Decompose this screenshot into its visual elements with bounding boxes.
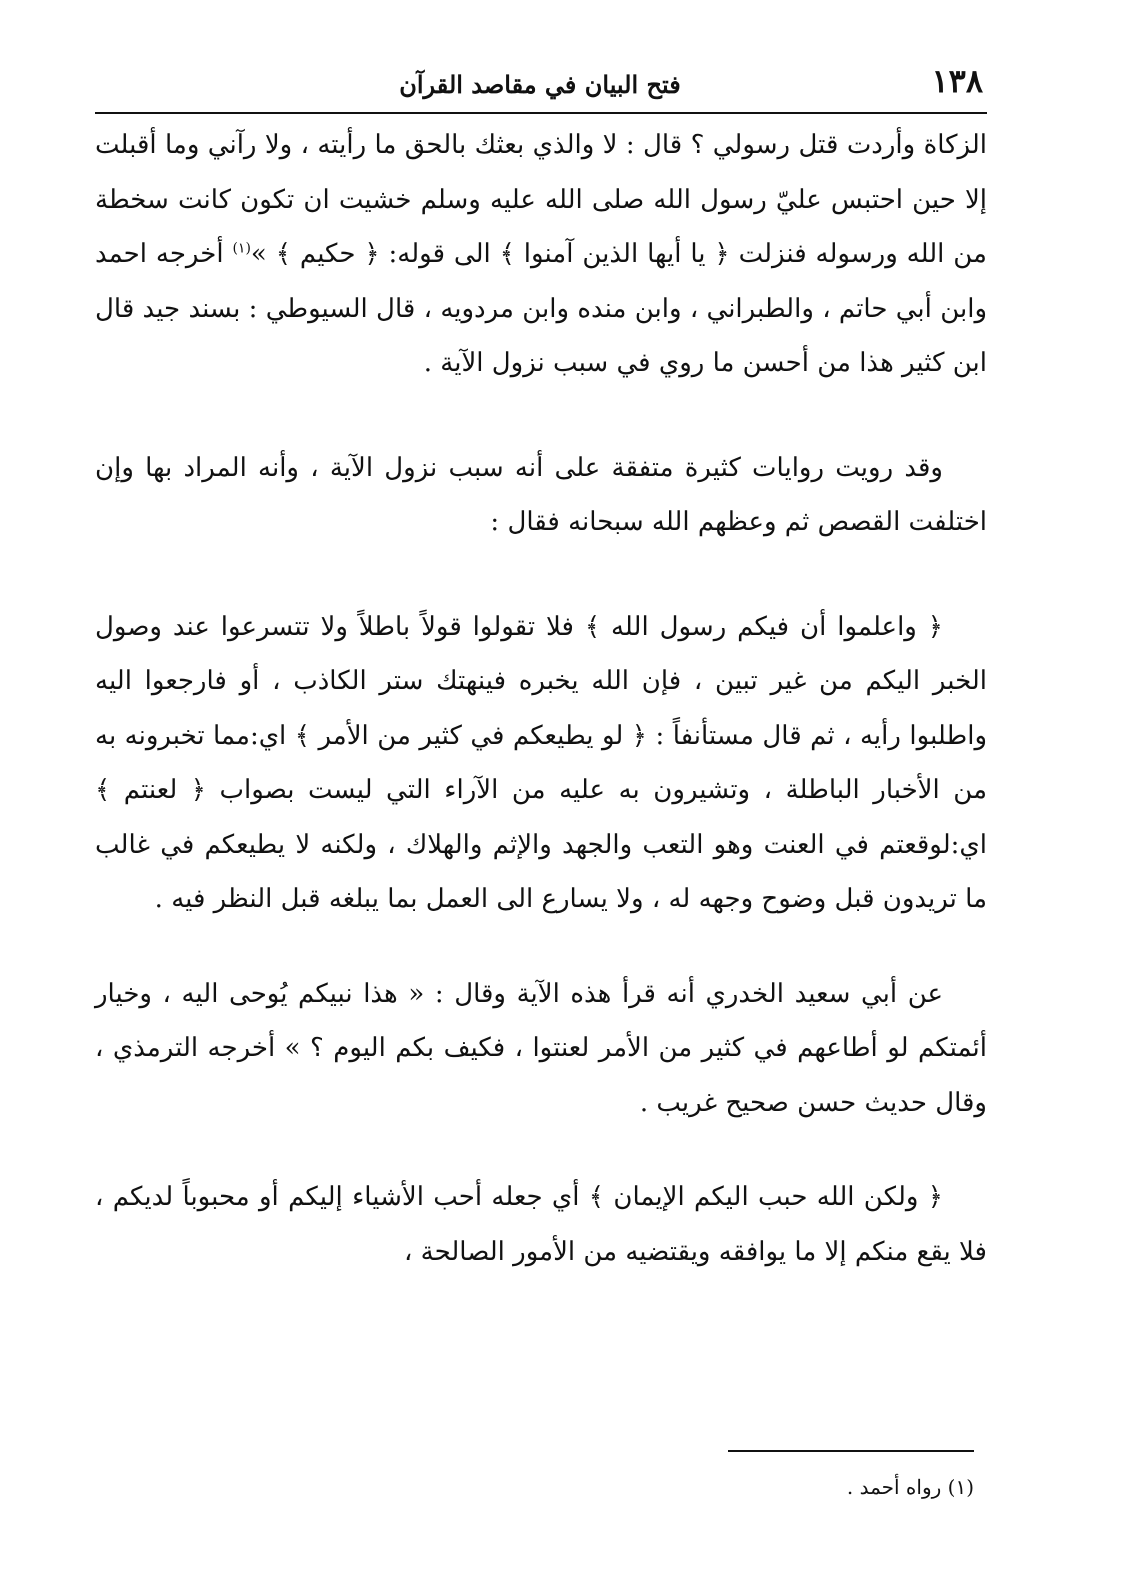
paragraph-2: وقد رويت روايات كثيرة متفقة على أنه سبب نزول الآية ، وأنه المراد بها وإن اختلفت القصص ثم وعظهم الله سبحانه فقال :	[95, 452, 987, 537]
paragraph-1-text: الزكاة وأردت قتل رسولي ؟ قال : لا والذي بعثك بالحق ما رأيته ، ولا رآني وما أقبلت إلا حين احتبس عليّ رسول الله صلى الله عليه وسلم خشيت ان تكون كانت سخطة من الله ورسوله فنزلت ﴿ يا أيها الذين آمنوا ﴾ الى قوله: ﴿ حكيم ﴾ »	[95, 130, 987, 269]
running-title: فتح البيان في مقاصد القرآن	[399, 70, 681, 99]
body-text	[95, 118, 987, 1279]
footnote-rule	[728, 1450, 974, 1452]
paragraph-5: ﴿ ولكن الله حبب اليكم الإيمان ﴾ أي جعله أحب الأشياء إليكم أو محبوباً لديكم ، فلا يقع منكم إلا ما يوافقه ويقتضيه من الأمور الصالحة ،	[95, 1182, 987, 1267]
spacer	[95, 391, 987, 441]
spacer	[95, 1130, 987, 1170]
page-header	[95, 58, 985, 110]
footnote-1: (١) رواه أحمد .	[846, 1475, 974, 1499]
spacer	[95, 927, 987, 967]
footnote-ref: (١)	[232, 240, 251, 257]
paragraph-1	[95, 118, 987, 391]
page-number: ١٣٨	[931, 62, 983, 100]
spacer	[95, 550, 987, 600]
header-rule	[95, 112, 987, 114]
paragraph-1-tail: أخرجه احمد وابن أبي حاتم ، والطبراني ، وابن منده وابن مردويه ، قال السيوطي : بسند جيد قال ابن كثير هذا من أحسن ما روي في سبب نزول الآية .	[95, 239, 987, 378]
paragraph-4: عن أبي سعيد الخدري أنه قرأ هذه الآية وقال : « هذا نبيكم يُوحى اليه ، وخيار أئمتكم لو أطاعهم في كثير من الأمر لعنتوا ، فكيف بكم اليوم ؟ » أخرجه الترمذي ، وقال حديث حسن صحيح غريب .	[95, 978, 987, 1118]
paragraph-3: ﴿ واعلموا أن فيكم رسول الله ﴾ فلا تقولوا قولاً باطلاً ولا تتسرعوا عند وصول الخبر اليكم من غير تبين ، فإن الله يخبره فينهتك ستر الكاذب ، أو فارجعوا اليه واطلبوا رأيه ، ثم قال مستأنفاً : ﴿ لو يطيعكم في كثير من الأمر ﴾ اي:مما تخبرونه به من الأخبار الباطلة ، وتشيرون به عليه من الآراء التي ليست بصواب ﴿ لعنتم ﴾ اي:لوقعتم في العنت وهو التعب والجهد والإثم والهلاك ، ولكنه لا يطيعكم في غالب ما تريدون قبل وضوح وجهه له ، ولا يسارع الى العمل بما يبلغه قبل النظر فيه .	[95, 611, 987, 914]
